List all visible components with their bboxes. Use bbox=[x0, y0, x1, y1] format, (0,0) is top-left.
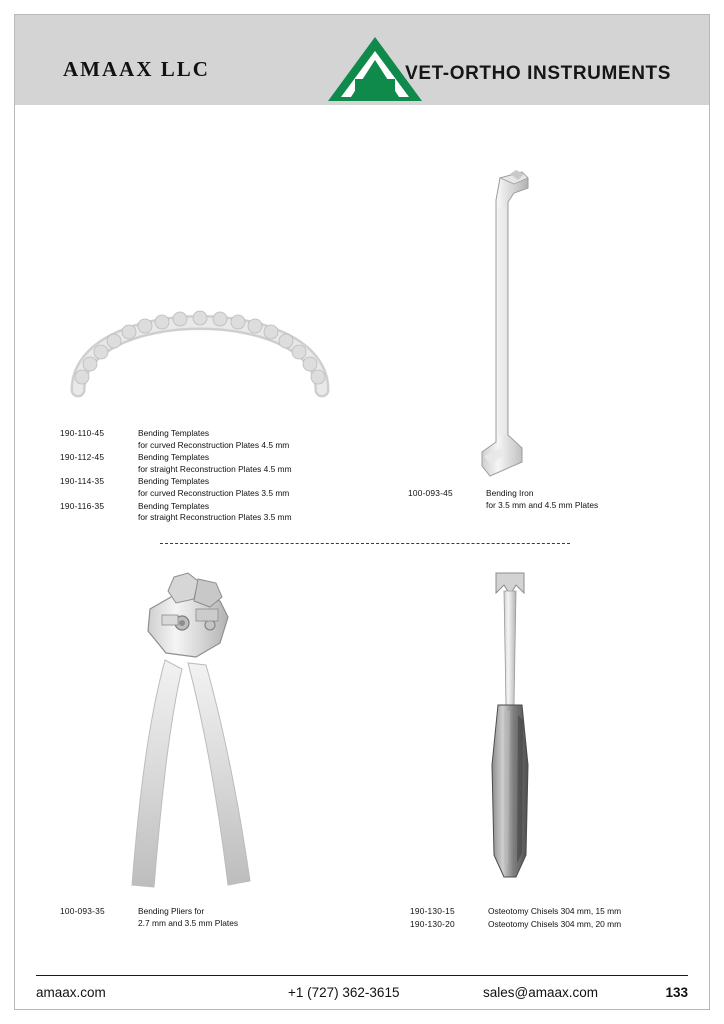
page-header bbox=[15, 15, 709, 105]
product-desc-line1: Bending Pliers for bbox=[138, 906, 205, 916]
caption-row bbox=[410, 919, 690, 931]
product-description bbox=[138, 906, 340, 929]
caption-row bbox=[60, 428, 370, 451]
product-description bbox=[138, 501, 370, 524]
bending-iron-illustration bbox=[470, 160, 560, 490]
section-divider bbox=[160, 543, 570, 544]
product-desc-line2: for straight Reconstruction Plates 3.5 mm bbox=[138, 512, 292, 523]
footer-email: sales@amaax.com bbox=[483, 985, 598, 1000]
product-code: 190-114-35 bbox=[60, 476, 105, 487]
page-footer bbox=[36, 985, 688, 1007]
product-desc-line1: Bending Templates bbox=[138, 500, 210, 511]
caption-bending-templates bbox=[60, 428, 370, 525]
caption-row bbox=[60, 452, 370, 475]
product-code: 190-130-15 bbox=[410, 906, 455, 916]
product-code: 100-093-45 bbox=[408, 488, 453, 498]
product-code: 190-112-45 bbox=[60, 452, 105, 463]
product-desc-line1: Bending Templates bbox=[138, 476, 210, 487]
caption-bending-pliers bbox=[60, 906, 340, 930]
product-description bbox=[488, 906, 690, 918]
footer-website: amaax.com bbox=[36, 985, 106, 1000]
bending-templates-curved-illustration bbox=[60, 270, 340, 400]
product-desc-line2: for straight Reconstruction Plates 4.5 mm bbox=[138, 463, 292, 474]
product-description bbox=[488, 919, 690, 931]
caption-row bbox=[408, 488, 678, 511]
product-description bbox=[138, 452, 370, 475]
product-description bbox=[138, 476, 370, 499]
caption-row bbox=[60, 906, 340, 929]
product-desc-line1: Bending Iron bbox=[486, 488, 534, 498]
product-desc-line2: 2.7 mm and 3.5 mm Plates bbox=[138, 917, 239, 928]
bending-pliers-illustration bbox=[70, 565, 280, 900]
caption-osteotomy-chisels bbox=[410, 906, 690, 931]
product-desc-line1: Bending Templates bbox=[138, 452, 210, 463]
product-desc-line2: for curved Reconstruction Plates 3.5 mm bbox=[138, 487, 290, 498]
caption-row bbox=[60, 501, 370, 524]
product-code: 190-116-35 bbox=[60, 500, 105, 511]
product-description bbox=[138, 428, 370, 451]
product-description bbox=[486, 488, 678, 511]
product-code: 100-093-35 bbox=[60, 906, 105, 916]
caption-bending-iron bbox=[408, 488, 678, 512]
product-code: 190-130-20 bbox=[410, 918, 455, 929]
page-title: VET-ORTHO INSTRUMENTS bbox=[405, 63, 671, 84]
product-desc-line2: for curved Reconstruction Plates 4.5 mm bbox=[138, 439, 290, 450]
product-desc-line1: Bending Templates bbox=[138, 428, 210, 438]
footer-page-number: 133 bbox=[665, 985, 688, 1000]
footer-phone: +1 (727) 362-3615 bbox=[288, 985, 400, 1000]
osteotomy-chisel-illustration bbox=[470, 565, 560, 895]
product-desc-line2: for 3.5 mm and 4.5 mm Plates bbox=[486, 499, 599, 510]
footer-rule bbox=[36, 975, 688, 976]
caption-row bbox=[60, 476, 370, 499]
company-name: AMAAX LLC bbox=[63, 57, 210, 81]
product-desc-line1: Osteotomy Chisels 304 mm, 15 mm bbox=[488, 906, 622, 916]
product-desc-line1: Osteotomy Chisels 304 mm, 20 mm bbox=[488, 918, 622, 929]
product-code: 190-110-45 bbox=[60, 428, 105, 438]
caption-row bbox=[410, 906, 690, 918]
